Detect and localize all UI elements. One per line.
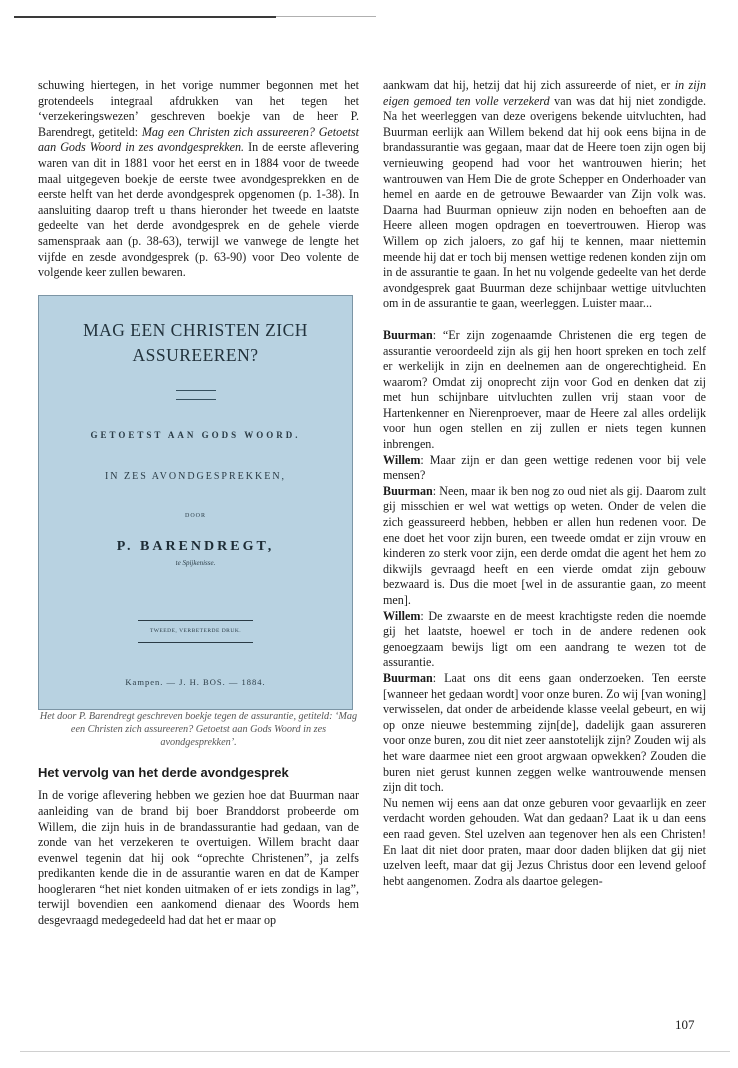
speaker-name: Willem	[383, 608, 421, 623]
book-title: MAG EEN CHRISTEN ZICH ASSUREEREN?	[83, 319, 308, 365]
intro-book-title: Mag een Christen zich assureeren? Getoetst aan Gods Woord in zes avondgesprekken.	[38, 124, 359, 155]
speaker-name: Buurman	[383, 327, 433, 342]
dialogue-line: Buurman: “Er zijn zogenaamde Christenen die erg tegen de assurantie veroordeeld zijn als gij hen hoort spreken en toch zelf er werkelijk in zijn en deelnemen aan de ongerechtigheid. En waarom? Omdat zij onoprecht zijn voor God en denken dat zij met hun schijnbare uitvluchten zullen vrij staan voor de Hartenkenner en Nierenproever, maar de Heere zal alles ordelijk voor hun ogen stellen en zij zullen er niets tegen kunnen inbrengen.	[383, 327, 706, 452]
speaker-name: Buurman	[383, 670, 433, 685]
book-title-page-image	[38, 295, 353, 710]
ornament-divider	[176, 390, 216, 400]
book-subtitle-2: IN ZES AVONDGESPREKKEN,	[104, 471, 287, 483]
book-edition: TWEEDE, VERBETERDE DRUK.	[138, 620, 253, 644]
left-column	[38, 78, 359, 929]
right-column	[383, 78, 706, 889]
dialogue-line: Buurman: Laat ons dit eens gaan onderzoeken. Ten eerste [wanneer het gedaan wordt] voor onze buren. Zo wij [van woning] verwisselen, dat onder de arbeidende klasse veelal gebeurt, en wij op onze nieuwe bestemming zijn[de], dadelijk gaan assureren voor onze buren, zou dit niet zeer aanstotelijk zijn? Zouden wij als het ware daarmee niet een groot argwaan opwekken? Zouden die buren niet gerust kunnen zeggen welke wantrouwende mensen zijn dit toch.	[383, 670, 706, 795]
image-caption: Het door P. Barendregt geschreven boekje tegen de assurantie, getiteld: ‘Mag een Christen zich assureeren? Getoetst aan Gods Woord in zes avondgesprekken’.	[39, 710, 358, 748]
body-paragraph: In de vorige aflevering hebben we gezien hoe dat Buurman naar aanleiding van de brand bij boer Branddorst probeerde om Willem, die zijn huis in de brandassurantie had gedaan, van de zonde van het verzekeren te overtuigen. Willem bracht daar evenwel tegenin dat hij ook “oprechte Christenen”, ja zelfs predikanten kende die in de assurantie waren en dat de Kamper hoogleraren “het niet konden uitmaken of er iets zondigs in lag”, terwijl bovendien een aankomend dienaar des Woords hem desgevraagd medegedeeld had dat het er maar op	[38, 788, 359, 928]
page-number: 107	[675, 1017, 695, 1032]
book-author: P. BARENDREGT,	[116, 538, 275, 554]
speaker-name: Willem	[383, 452, 421, 467]
dialogue	[383, 328, 706, 889]
bottom-rule	[20, 1051, 730, 1052]
section-heading: Het vervolg van het derde avondgesprek	[38, 764, 289, 780]
book-imprint: Kampen. — J. H. BOS. — 1884.	[125, 677, 266, 688]
closing-paragraph: Nu nemen wij eens aan dat onze geburen voor gevaarlijk en zeer verdacht worden gehouden. Wat dan gedaan? Laat ik u dan eens een raad geven. Stel uzelven aan tegenover hen als een Christen! En laat dit niet door praten, maar door daden blijken dat gij niet uzelven leeft, maar dat gij Jezus Christus door een levend geloof hebt aangenomen. Zodra als daartoe gelegen-	[383, 795, 706, 888]
intro-paragraph: schuwing hiertegen, in het vorige nummer begonnen met het grotendeels integraal afdrukken van het tegen het ‘verzekeringswezen’ geschreven boekje van de heer P. Barendregt, getiteld: Mag een Christen zich assureeren? Getoetst aan Gods Woord in zes avondgesprekken. In de eerste aflevering waren van dit in 1881 voor het eerst en in 1884 voor de tweede maal uitgegeven boekje de eerste twee avondgesprekken en de eerste helft van het derde avondgesprek opgenomen (p. 1-38). In aansluiting daarop treft u thans hieronder het tweede en laatste gedeelte van het derde avondgesprek en de gehele vierde samenspraak aan (p. 38-63), terwijl we vanwege de lengte het vijfde en zesde avondgesprek (p. 63-90) voor Deo volente de volgende keer zullen bewaren.	[38, 78, 359, 280]
dialogue-line: Willem: Maar zijn er dan geen wettige redenen voor bij vele mensen?	[383, 452, 706, 483]
top-rule-thin	[276, 16, 376, 17]
book-subtitle: GETOETST AAN GODS WOORD.	[90, 429, 301, 440]
book-by: DOOR	[184, 512, 206, 519]
book-place: te Spijkenisse.	[175, 559, 216, 568]
speaker-name: Buurman	[383, 483, 433, 498]
dialogue-line: Willem: De zwaarste en de meest krachtigste reden die noemde gij het laatste, hoewel er toch in de andere redenen ook genoegzaam bewijs ligt om een aandrang te wezen tot de assurantie.	[383, 608, 706, 670]
continuation-paragraph: aankwam dat hij, hetzij dat hij zich assureerde of niet, er in zijn eigen gemoed ten volle verzekerd van was dat hij niet zondigde. Na het weerleggen van deze overigens bekende uitvluchten, had Buurman eerlijk aan Willem bekend dat hij ook eens bijna in de brandassurantie was gegaan, maar dat de Heere toen zijn ogen bij vernieuwing geopend had voor het wantrouwen hierin; het wantrouwen van Hem Die de grote Schepper en Onderhoader van hemel en aarde en de getrouwe Bewaarder van Zijn volk was. Daarna had Buurman opnieuw zijn noden en behoeften aan de Heere alleen mogen opdragen en toevertrouwen. Hierop was Willem op zich jaloers, zo gaf hij te kennen, maar niettemin meende hij dat er toch bij mensen wettige redenen konden zijn om in de assurantie te gaan. In het nu volgende gedeelte van het derde avondgesprek gaat Buurman deze schijnbaar wettige uitvluchten om in de assurantie te gaan, weerleggen. Luister maar...	[383, 78, 707, 311]
dialogue-line: Buurman: Neen, maar ik ben nog zo oud niet als gij. Daarom zult gij misschien er wel wat wettigs op weten. Onder de velen die zich geassureerd hebben, hebben er allen hun redenen voor. De ene doet het voor zijn buren, een tweede omdat er zijn vrouw en kinderen zo sterk voor zijn, een derde omdat die agent het hem zo dikwijls gevraagd heeft en een vierde omdat zijn gebouw bezwaard is. Dus die moet [wel in de assurantie gaan, zo meent men].	[383, 483, 706, 607]
top-rule	[14, 16, 276, 18]
